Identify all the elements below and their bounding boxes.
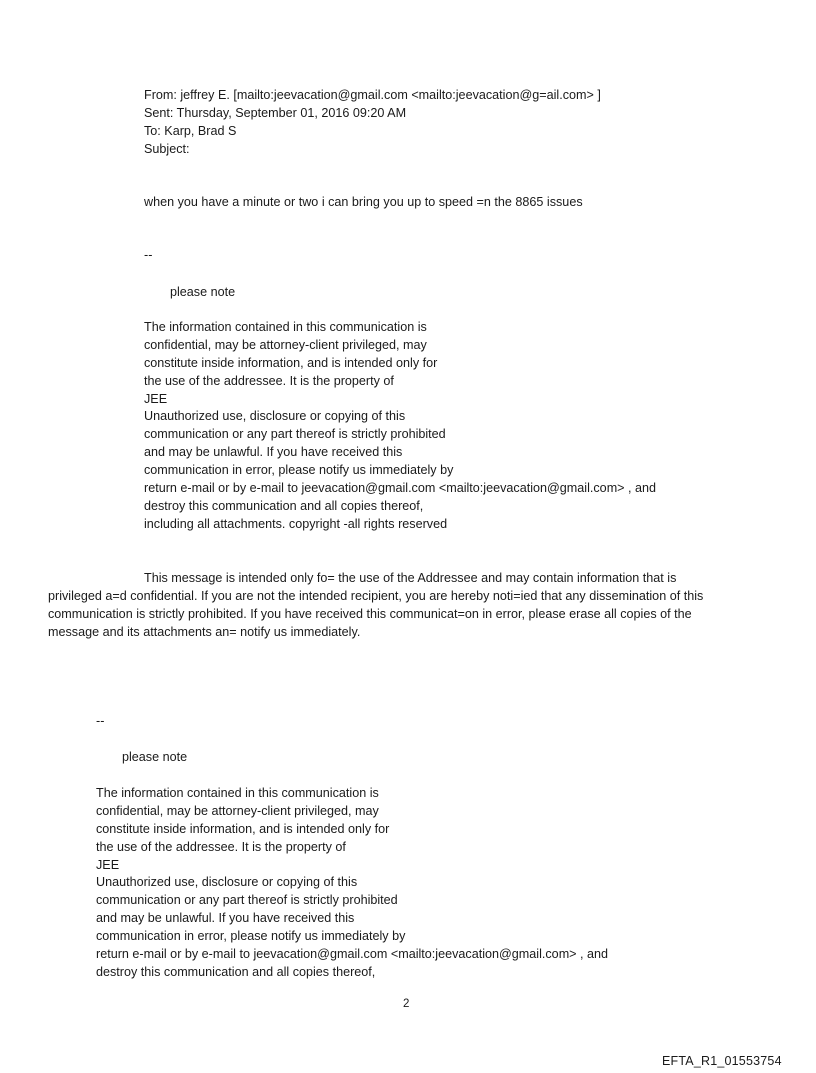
signature1-line: constitute inside information, and is intended only for bbox=[144, 356, 438, 370]
signature2-line: communication in error, please notify us immediately by bbox=[96, 929, 406, 943]
email-subject-line: Subject: bbox=[144, 142, 190, 156]
email-to-line: To: Karp, Brad S bbox=[144, 124, 237, 138]
page-number: 2 bbox=[403, 998, 410, 1010]
signature2-line: return e-mail or by e-mail to jeevacation@gmail.com <mailto:jeevacation@gmail.com> , and bbox=[96, 947, 609, 961]
signature1-line: including all attachments. copyright -all rights reserved bbox=[144, 517, 448, 531]
signature1-line: return e-mail or by e-mail to jeevacation@gmail.com <mailto:jeevacation@gmail.com> , and bbox=[144, 481, 657, 495]
signature1-line: The information contained in this communication is bbox=[144, 320, 427, 334]
email-sent-line: Sent: Thursday, September 01, 2016 09:20 AM bbox=[144, 106, 407, 120]
signature2-line: communication or any part thereof is strictly prohibited bbox=[96, 893, 398, 907]
signature2-line: JEE bbox=[96, 858, 120, 872]
disclaimer-line: communication is strictly prohibited. If you have received this communicat=on in error, please erase all copies of the bbox=[48, 607, 692, 621]
signature1-line: Unauthorized use, disclosure or copying of this bbox=[144, 409, 406, 423]
signature1-line: destroy this communication and all copies thereof, bbox=[144, 499, 424, 513]
signature2-line: Unauthorized use, disclosure or copying of this bbox=[96, 875, 358, 889]
email-message-body: when you have a minute or two i can bring you up to speed =n the 8865 issues bbox=[144, 195, 583, 209]
signature1-dashes: -- bbox=[144, 248, 153, 262]
signature1-line: communication in error, please notify us immediately by bbox=[144, 463, 454, 477]
signature1-line: confidential, may be attorney-client privileged, may bbox=[144, 338, 427, 352]
signature2-note-heading: please note bbox=[122, 750, 188, 764]
signature1-line: communication or any part thereof is strictly prohibited bbox=[144, 427, 446, 441]
signature1-note-heading: please note bbox=[170, 285, 236, 299]
document-id: EFTA_R1_01553754 bbox=[662, 1054, 782, 1068]
signature2-line: constitute inside information, and is intended only for bbox=[96, 822, 390, 836]
signature2-line: The information contained in this communication is bbox=[96, 786, 379, 800]
signature2-line: and may be unlawful. If you have received this bbox=[96, 911, 355, 925]
signature2-line: confidential, may be attorney-client privileged, may bbox=[96, 804, 379, 818]
signature2-dashes: -- bbox=[96, 714, 105, 728]
signature2-line: destroy this communication and all copies thereof, bbox=[96, 965, 376, 979]
signature1-line: JEE bbox=[144, 392, 168, 406]
disclaimer-line: This message is intended only fo= the use of the Addressee and may contain information that is bbox=[144, 571, 677, 585]
disclaimer-line: message and its attachments an= notify us immediately. bbox=[48, 625, 361, 639]
email-from-line: From: jeffrey E. [mailto:jeevacation@gmail.com <mailto:jeevacation@g=ail.com> ] bbox=[144, 88, 601, 102]
signature2-line: the use of the addressee. It is the property of bbox=[96, 840, 346, 854]
signature1-line: the use of the addressee. It is the property of bbox=[144, 374, 394, 388]
disclaimer-line: privileged a=d confidential. If you are not the intended recipient, you are hereby noti=ied that any dissemination of this bbox=[48, 589, 704, 603]
signature1-line: and may be unlawful. If you have received this bbox=[144, 445, 403, 459]
